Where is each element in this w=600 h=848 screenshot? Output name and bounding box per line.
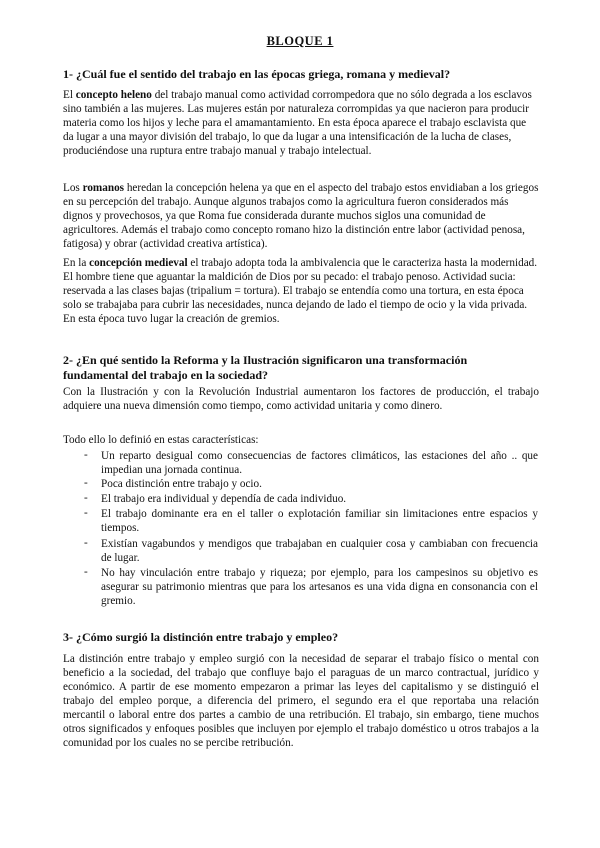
list-bullet: -	[84, 507, 88, 519]
list-item: Un reparto desigual como consecuencias de factores climáticos, las estaciones del año .. que impedian una jornada continua.	[101, 450, 538, 476]
question-1-heading: 1- ¿Cuál fue el sentido del trabajo en las épocas griega, romana y medieval?	[63, 67, 451, 81]
q1-bold-term-roman: romanos	[82, 182, 125, 194]
q3-paragraph: La distinción entre trabajo y empleo surgió con la necesidad de separar el trabajo físico o mental con beneficio a la sociedad, del trabajo que confluye bajo el paraguas de un marco contractual, jurídico y económico. A partir de ese momento empezaron a primar las leyes del capitalismo y se distinguió el trabajo del empleo porque, a diferencia del primero, el segundo era el que reportaba una relación mercantil o laboral entre dos partes a cambio de una retribución. El trabajo, sin embargo, tiene muchos otros significados y enfoques posibles que incluyen por ejemplo el trabajo doméstico u otros trabajos a la comunidad por los cuales no se percibe retribución.	[63, 653, 539, 749]
q2-paragraph-lead: Todo ello lo definió en estas características:	[63, 434, 259, 446]
document-title: BLOQUE 1	[266, 34, 334, 48]
list-item: No hay vinculación entre trabajo y riqueza; por ejemplo, para los campesinos su objetivo es asegurar su patrimonio mientras que para los artesanos es una vida digna en consonancia con el gremio.	[101, 567, 538, 607]
q1-bold-term-medieval: concepción medieval	[89, 257, 188, 269]
q2-paragraph-intro: Con la Ilustración y con la Revolución Industrial aumentaron los factores de producción, el trabajo adquiere una nueva dimensión como tiempo, como actividad unitaria y como dinero.	[63, 386, 539, 412]
list-bullet: -	[84, 449, 88, 461]
q1-paragraph-greek: El concepto heleno del trabajo manual como actividad corrompedora que no sólo degrada a los esclavos sino también a las mujeres. Las mujeres están por naturaleza corrompidas ya que nacieron para producir materia como los hijos y leche para el amamantamiento. En esta época aparece el trabajo esclavista que da lugar a una mayor división del trabajo, lo que da lugar a una intensificación de la lucha de clases, produciéndose una ruptura entre trabajo manual y trabajo intelectual.	[63, 89, 532, 157]
list-item: Existían vagabundos y mendigos que trabajaban en cualquier cosa y cambiaban con frecuencia de lugar.	[101, 538, 538, 564]
question-3-heading: 3- ¿Cómo surgió la distinción entre trabajo y empleo?	[63, 630, 339, 644]
q1-paragraph-medieval: En la concepción medieval el trabajo adopta toda la ambivalencia que le caracteriza hasta la modernidad. El hombre tiene que aguantar la maldición de Dios por su pecado: el trabajo penoso. Actividad sucia: reservada a las clases bajas (tripalium = tortura). El trabajo se entendía como una tortura, en esta época solo se trabajaba para cubrir las necesidades, nunca dejando de lado el tiempo de ocio y la vida privada. En esta época tuvo lugar la creación de gremios.	[63, 257, 538, 325]
list-item: Poca distinción entre trabajo y ocio.	[101, 478, 262, 490]
list-item: El trabajo dominante era en el taller o explotación familiar sin limitaciones entre espacios y tiempos.	[101, 508, 538, 534]
q1-bold-term-greek: concepto heleno	[75, 89, 152, 101]
list-bullet: -	[84, 492, 88, 504]
q1-paragraph-roman: Los romanos heredan la concepción helena ya que en el aspecto del trabajo estos envidiaban a los griegos en su percepción del trabajo. Aunque algunos trabajos como la agricultura fueron considerados más dignos y provechosos, ya que Roma fue considerada durante muchos siglos una comunidad de agricultores. Además el trabajo como concepto romano hizo la distinción entre labor (actividad penosa, fatigosa) y obrar (actividad creativa artística).	[63, 182, 539, 250]
question-2-heading: 2- ¿En qué sentido la Reforma y la Ilustración significaron una transformación fundamental del trabajo en la sociedad?	[63, 353, 468, 382]
list-item: El trabajo era individual y dependía de cada individuo.	[101, 493, 347, 505]
list-bullet: -	[84, 477, 88, 489]
list-bullet: -	[84, 537, 88, 549]
list-bullet: -	[84, 566, 88, 578]
